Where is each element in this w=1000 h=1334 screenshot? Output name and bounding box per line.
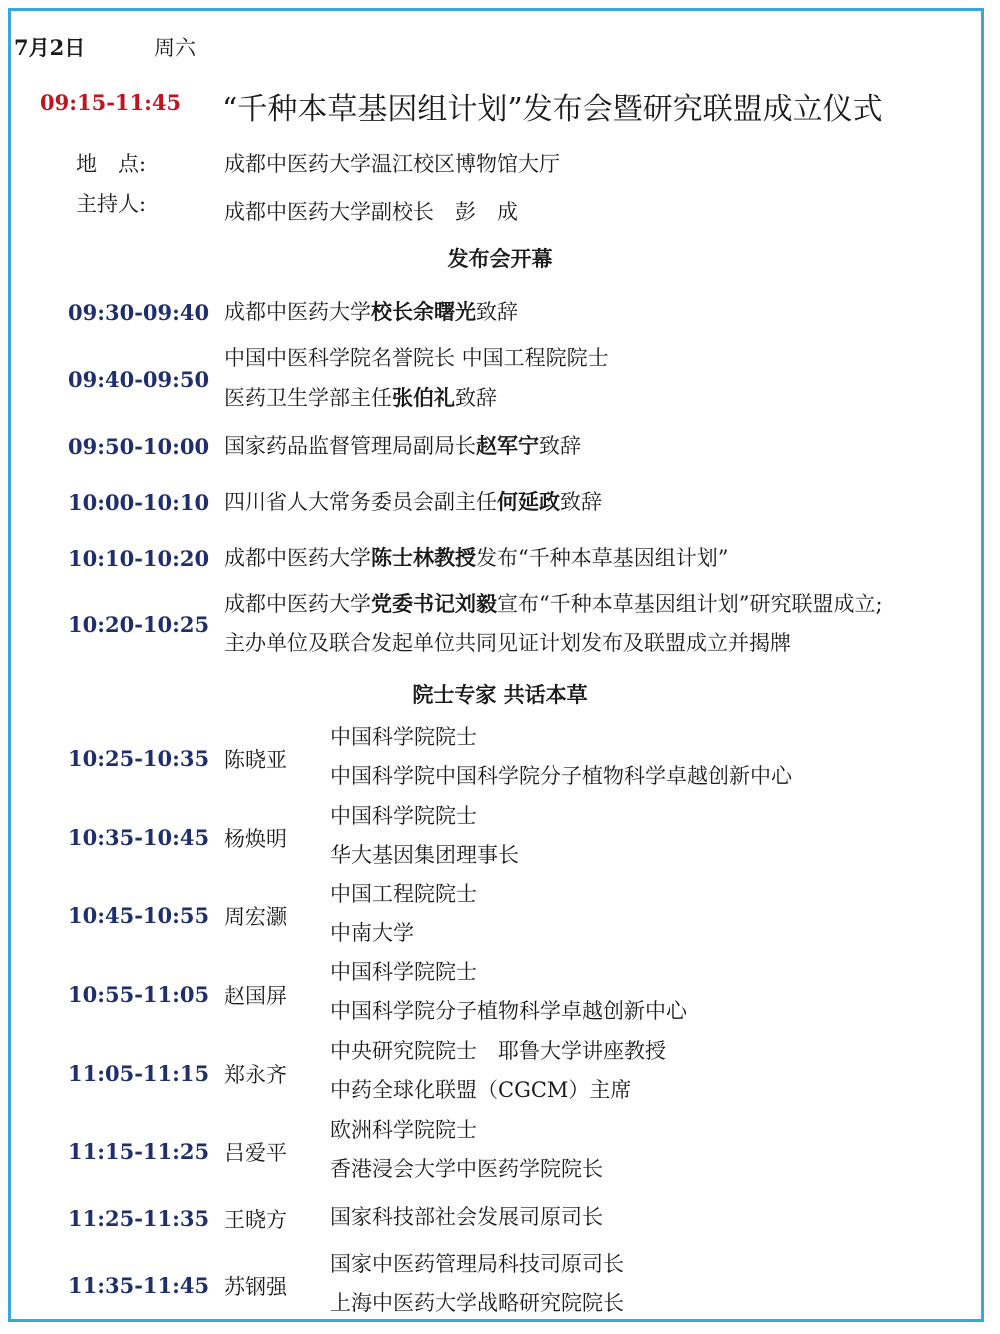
expert-affiliation — [330, 1245, 624, 1323]
item-text: 中国中医科学院名誉院长 中国工程院院士 — [224, 346, 609, 370]
schedule-item — [224, 482, 602, 522]
speaker: 党委书记刘毅 — [371, 591, 497, 616]
schedule-time: 11:15-11:25 — [68, 1139, 210, 1164]
affiliation-line: 中国科学院分子植物科学卓越创新中心 — [330, 999, 687, 1023]
schedule-item — [224, 538, 728, 578]
schedule-time: 09:40-09:50 — [68, 367, 210, 392]
expert-name: 杨焕明 — [224, 827, 287, 851]
schedule-time: 10:10-10:20 — [68, 546, 210, 571]
schedule-time: 10:25-10:35 — [68, 746, 210, 771]
expert-affiliation — [330, 1198, 603, 1237]
expert-affiliation — [330, 875, 477, 953]
schedule-time: 09:30-09:40 — [68, 300, 210, 325]
host-label: 主持人: — [76, 192, 147, 216]
affiliation-line: 华大基因集团理事长 — [330, 843, 519, 867]
main-event-time: 09:15-11:45 — [40, 90, 182, 115]
schedule-time: 11:35-11:45 — [68, 1273, 210, 1298]
item-text: 成都中医药大学 — [224, 300, 371, 324]
schedule-item — [224, 584, 883, 663]
item-text: 致辞 — [455, 386, 497, 410]
affiliation-line: 欧洲科学院院士 — [330, 1118, 477, 1142]
schedule-time: 10:00-10:10 — [68, 490, 210, 515]
expert-name: 王晓方 — [224, 1208, 287, 1232]
schedule-item — [224, 339, 609, 418]
affiliation-line: 国家科技部社会发展司原司长 — [330, 1205, 603, 1229]
speaker: 陈士林教授 — [371, 545, 476, 570]
schedule-time: 11:05-11:15 — [68, 1061, 210, 1086]
schedule-time: 10:45-10:55 — [68, 903, 210, 928]
speaker: 何延政 — [497, 489, 560, 514]
expert-name: 赵国屏 — [224, 984, 287, 1008]
item-text: 主办单位及联合发起单位共同见证计划发布及联盟成立并揭牌 — [224, 631, 791, 655]
expert-name: 吕爱平 — [224, 1141, 287, 1165]
schedule-time: 09:50-10:00 — [68, 434, 210, 459]
venue: 成都中医药大学温江校区博物馆大厅 — [224, 152, 560, 176]
schedule-time: 10:35-10:45 — [68, 825, 210, 850]
affiliation-line: 国家中医药管理局科技司原司长 — [330, 1252, 624, 1276]
expert-affiliation — [330, 797, 519, 875]
item-text: 成都中医药大学 — [224, 592, 371, 616]
item-text: 致辞 — [560, 490, 602, 514]
date: 7月2日 — [14, 35, 86, 60]
item-text: 致辞 — [539, 434, 581, 458]
venue-label: 地 点: — [76, 152, 147, 176]
section-heading-opening: 发布会开幕 — [447, 246, 553, 271]
schedule-time: 11:25-11:35 — [68, 1206, 210, 1231]
item-text: 医药卫生学部主任 — [224, 386, 392, 410]
affiliation-line: 上海中医药大学战略研究院院长 — [330, 1291, 624, 1315]
expert-name: 郑永齐 — [224, 1063, 287, 1087]
affiliation-line: 中国科学院院士 — [330, 725, 477, 749]
item-text: 致辞 — [476, 300, 518, 324]
expert-affiliation — [330, 1032, 666, 1110]
affiliation-line: 中国科学院院士 — [330, 804, 477, 828]
expert-name: 陈晓亚 — [224, 748, 287, 772]
item-text: 宣布“千种本草基因组计划”研究联盟成立; — [497, 592, 883, 616]
section-heading-experts: 院士专家 共话本草 — [412, 682, 588, 707]
expert-affiliation — [330, 953, 687, 1031]
expert-affiliation — [330, 1111, 603, 1189]
affiliation-line: 中国工程院院士 — [330, 882, 477, 906]
weekday: 周六 — [154, 36, 196, 60]
affiliation-line: 中南大学 — [330, 921, 414, 945]
item-text: 国家药品监督管理局副局长 — [224, 434, 476, 458]
affiliation-line: 中央研究院院士 耶鲁大学讲座教授 — [330, 1039, 666, 1063]
speaker: 赵军宁 — [476, 433, 539, 458]
host: 成都中医药大学副校长 彭 成 — [224, 200, 518, 224]
schedule-item — [224, 426, 581, 466]
speaker: 张伯礼 — [392, 385, 455, 410]
affiliation-line: 中药全球化联盟（CGCM）主席 — [330, 1078, 632, 1102]
schedule-time: 10:20-10:25 — [68, 612, 210, 637]
item-text: 成都中医药大学 — [224, 546, 371, 570]
affiliation-line: 香港浸会大学中医药学院院长 — [330, 1157, 603, 1181]
schedule-time: 10:55-11:05 — [68, 982, 210, 1007]
expert-affiliation — [330, 718, 792, 796]
affiliation-line: 中国科学院中国科学院分子植物科学卓越创新中心 — [330, 764, 792, 788]
item-text: 发布“千种本草基因组计划” — [476, 546, 729, 570]
affiliation-line: 中国科学院院士 — [330, 960, 477, 984]
schedule-item — [224, 292, 518, 332]
main-event-title: “千种本草基因组计划”发布会暨研究联盟成立仪式 — [222, 92, 883, 127]
item-text: 四川省人大常务委员会副主任 — [224, 490, 497, 514]
expert-name: 苏钢强 — [224, 1275, 287, 1299]
speaker: 校长余曙光 — [371, 299, 476, 324]
expert-name: 周宏灏 — [224, 905, 287, 929]
